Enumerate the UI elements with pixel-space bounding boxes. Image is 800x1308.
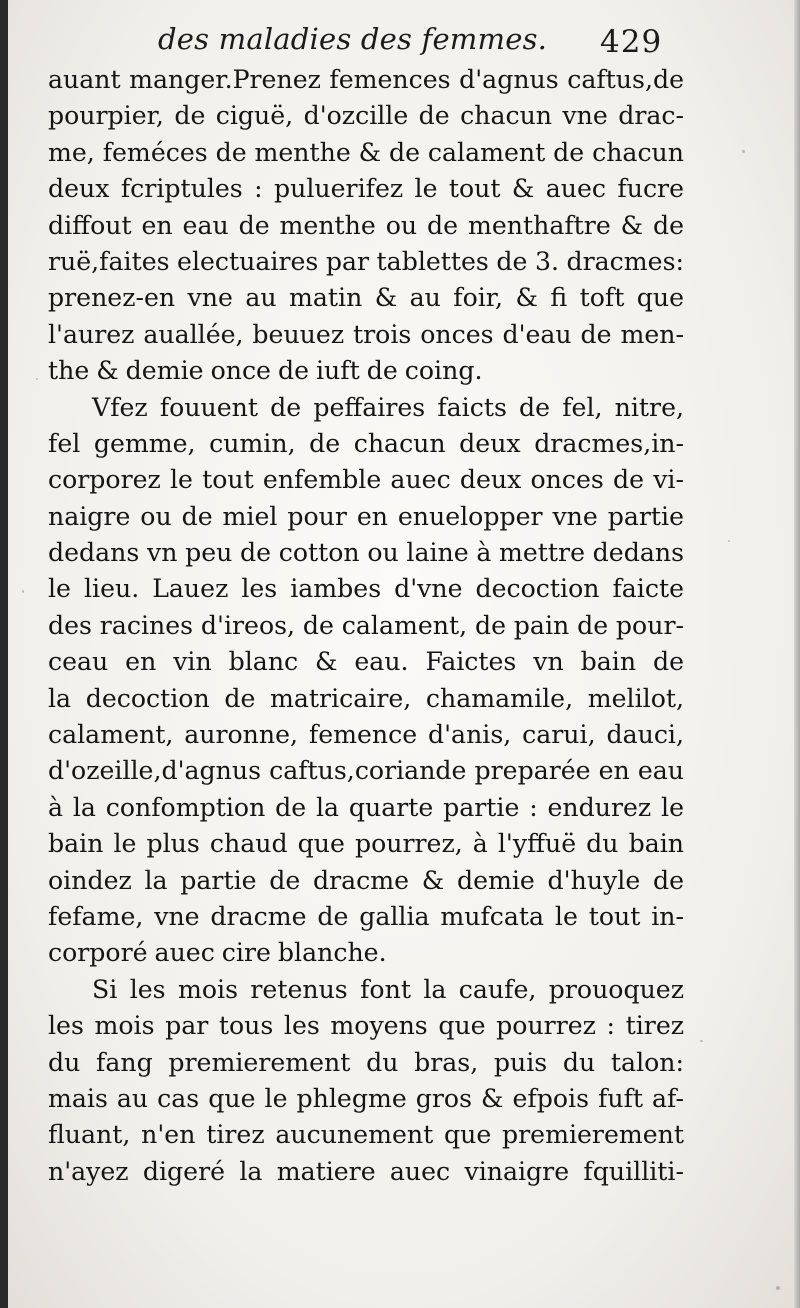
text-line: calament, auronne, femence d'anis, carui, dauci, [48, 720, 684, 750]
text-line: les mois par tous les moyens que pourrez : tirez [48, 1011, 684, 1041]
text-line: deux fcriptules : puluerifez le tout & auec fucre [48, 174, 684, 204]
text-line: pourpier, de ciguë, d'ozcille de chacun vne drac- [48, 101, 684, 131]
text-line: fefame, vne dracme de gallia mufcata le tout in- [48, 901, 684, 931]
text-line: oindez la partie de dracme & demie d'huyle de [48, 865, 684, 895]
text-line: à la confomption de la quarte partie : endurez le [48, 792, 684, 822]
text-line: fel gemme, cumin, de chacun deux dracmes,in- [48, 428, 684, 458]
text-line: du fang premierement du bras, puis du talon: [48, 1047, 684, 1077]
text-line: mais au cas que le phlegme gros & efpois fuft af- [48, 1083, 684, 1113]
text-line: ceau en vin blanc & eau. Faictes vn bain de [48, 647, 684, 677]
text-line: me, feméces de menthe & de calament de chacun [48, 137, 684, 167]
text-line: corporez le tout enfemble auec deux onces de vi- [48, 465, 684, 495]
paper-speck [22, 590, 24, 593]
page-left-edge-shadow [0, 0, 8, 1308]
text-line: le lieu. Lauez les iambes d'vne decoction faicte [48, 574, 684, 604]
page-right-edge [794, 0, 800, 1308]
text-line: l'aurez auallée, beuuez trois onces d'eau de men- [48, 319, 684, 349]
text-line: diffout en eau de menthe ou de menthaftre & de [48, 210, 684, 240]
paper-speck [728, 540, 730, 542]
text-line: des racines d'ireos, de calament, de pain de pour- [48, 610, 684, 640]
paper-speck [36, 378, 38, 380]
paper-speck [700, 1040, 703, 1042]
text-line: d'ozeille,d'agnus caftus,coriande preparée en eau [48, 756, 684, 786]
text-line: auant manger.Prenez femences d'agnus caftus,de [48, 65, 684, 94]
text-line: dedans vn peu de cotton ou laine à mettre dedans [48, 538, 684, 568]
paper-speck [776, 1286, 780, 1290]
text-line: bain le plus chaud que pourrez, à l'yffuë du bain [48, 829, 684, 859]
paragraph-first-line: Vfez fouuent de peffaires faicts de fel, nitre, [92, 392, 684, 422]
page-number: 429 [600, 24, 663, 60]
paper-speck [742, 150, 745, 153]
text-line: corporé auec cire blanche. [48, 938, 387, 968]
text-line: la decoction de matricaire, chamamile, melilot, [48, 683, 684, 713]
paragraph-first-line: Si les mois retenus font la caufe, prouoquez [92, 974, 684, 1004]
text-line: fluant, n'en tirez aucunement que premierement [48, 1120, 684, 1150]
text-line: naigre ou de miel pour en enuelopper vne partie [48, 501, 684, 531]
running-title: des maladies des femmes. [158, 22, 548, 56]
text-line: the & demie once de iuft de coing. [48, 356, 483, 386]
text-line: n'ayez digeré la matiere auec vinaigre fquilliti- [48, 1156, 684, 1186]
text-line: ruë,faites electuaires par tablettes de 3. dracmes: [48, 246, 684, 276]
text-line: prenez-en vne au matin & au foir, & fi toft que [48, 283, 684, 313]
body-text [48, 62, 684, 1190]
